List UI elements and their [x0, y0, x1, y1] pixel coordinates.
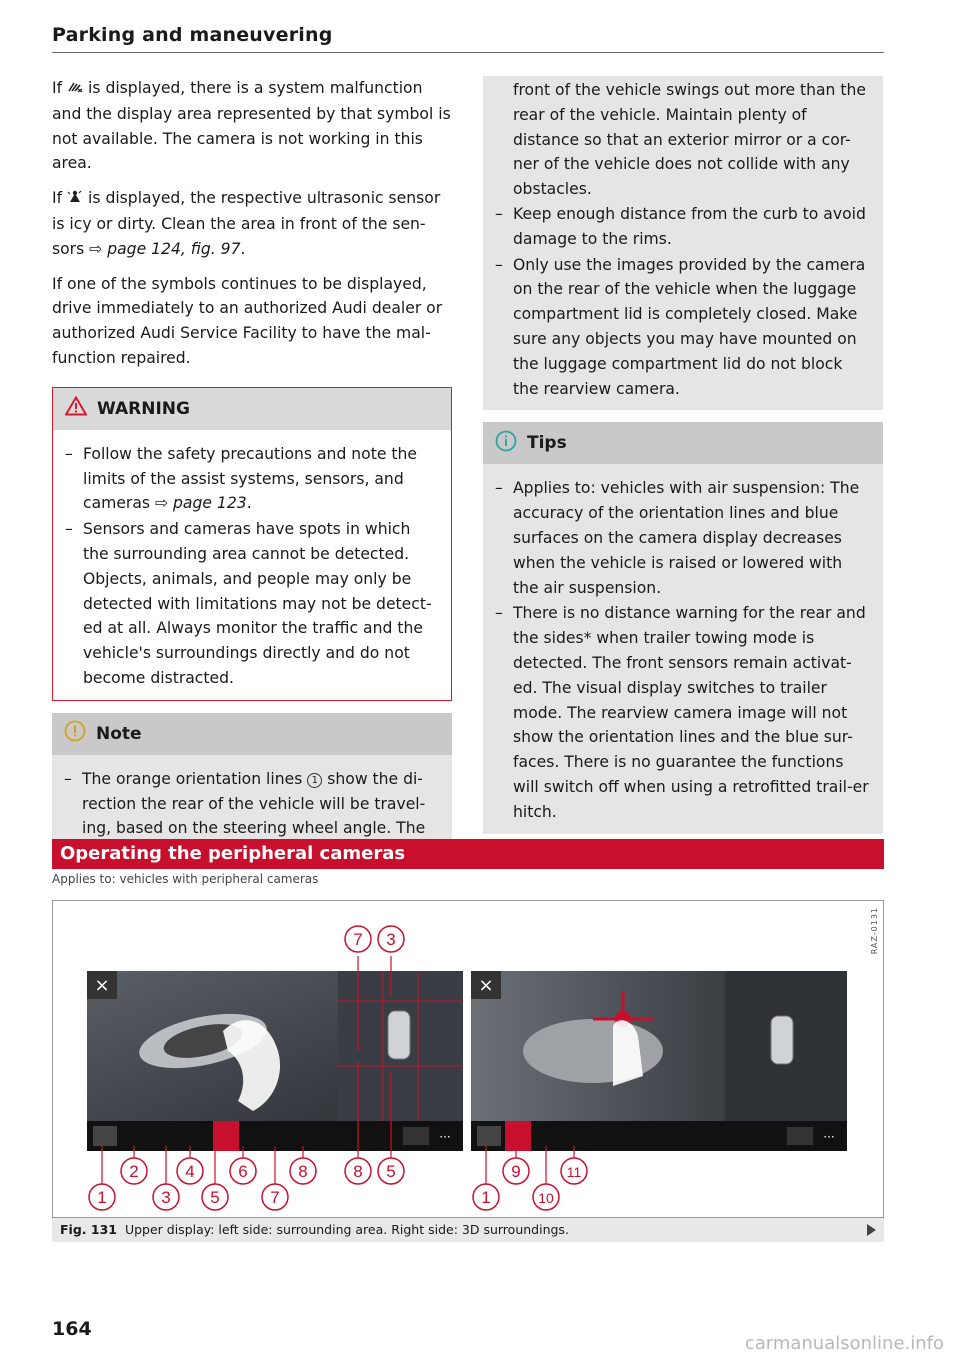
page-section-title: Parking and maneuvering: [52, 24, 333, 46]
warning-triangle-icon: [65, 396, 87, 421]
list-item: – Applies to: vehicles with air suspension: The accuracy of the orientation lines and blue surfaces on the camera display decreases when the vehicle is raised or lowered with the air suspension.: [495, 476, 871, 600]
note-box: [52, 713, 452, 850]
warning-box: [52, 387, 452, 701]
right-column: [483, 76, 883, 834]
close-icon: ×: [478, 975, 494, 996]
tips-box: [483, 422, 883, 833]
callout-5: 5: [210, 1188, 220, 1207]
callout-7b: 7: [270, 1188, 280, 1207]
paragraph-dealer: If one of the symbols continues to be displayed, drive immediately to an authorized Audi dealer or authorized Audi Service Facility to have the mal-function repaired.: [52, 274, 443, 367]
page-ref-link[interactable]: page 124, fig. 97: [107, 239, 241, 258]
list-item: – Only use the images provided by the camera on the rear of the vehicle when the luggage compartment lid is completely closed. Make sure any objects you may have mounted on the luggage compartment lid do not block the rearview camera.: [495, 253, 871, 402]
text: show the di-rection the rear of the vehicle will be travel-ing, based on the steering wheel angle. The: [82, 769, 426, 838]
page-header: [52, 24, 884, 53]
list-item: – The orange orientation lines 1 show the di-rection the rear of the vehicle will be travel-ing, based on the steering wheel angle. The: [64, 769, 426, 838]
note-title: Note: [96, 723, 142, 744]
text: Follow the safety precautions and note the limits of the assist systems, sensors, and cameras: [83, 444, 417, 513]
note-exclamation-icon: [64, 720, 86, 747]
note-continuation-box: [483, 76, 883, 410]
list-item: – Keep enough distance from the curb to avoid damage to the rims.: [495, 202, 871, 252]
list-item: – There is no distance warning for the rear and the sides* when trailer towing mode is detected. The front sensors remain activat-ed. The visual display switches to trailer mode. The rearview camera image will not show the orientation lines and the blue sur-faces. There is no guarantee the functions will switch off when using a retrofitted trail-er hitch.: [495, 601, 871, 824]
callout-8: 8: [298, 1162, 308, 1181]
note-header: [52, 713, 452, 755]
figure-131: [52, 900, 884, 1218]
text: Sensors and cameras have spots in which the surrounding area cannot be detected. Objects, animals, and people may only be detected with limitations may not be detect-ed at all. Always monitor the traffic and the vehicle's surroundings directly and do not become distracted.: [83, 520, 432, 687]
tips-title: Tips: [527, 433, 567, 454]
continue-arrow-icon: [867, 1224, 876, 1236]
callout-4: 4: [185, 1162, 195, 1181]
arrow-ref: ⇨: [154, 494, 169, 513]
text: front of the vehicle swings out more than the rear of the vehicle. Maintain plenty of distance so that an exterior mirror or a cor-ner of the vehicle does not collide with any obstacles.: [513, 81, 866, 199]
text: Applies to: vehicles with air suspension: The accuracy of the orientation lines and blue surfaces on the camera display decreases when the vehicle is raised or lowered with the air suspension.: [513, 479, 860, 597]
callout-1: 1: [97, 1188, 107, 1207]
text: If: [52, 79, 63, 97]
left-column: [52, 76, 452, 850]
page-ref-link[interactable]: page 123: [173, 494, 247, 513]
sensor-malfunction-icon: [67, 77, 83, 102]
3d-surroundings-screen: [471, 971, 847, 1151]
dirty-sensor-icon: [67, 187, 83, 212]
warning-body: [53, 430, 451, 700]
warning-title: WARNING: [97, 398, 190, 419]
figure-label: Fig. 131: [60, 1222, 117, 1237]
callout-5b: 5: [386, 1162, 396, 1181]
tips-body: [483, 464, 883, 833]
text: If: [52, 189, 63, 208]
text: is displayed, the respective ultrasonic sensor is icy or dirty. Clean the area in front of the sen-sors: [52, 189, 441, 258]
figure-illustration: [53, 901, 883, 1217]
text: is displayed, there is a system malfunction and the display area represented by that symbol is not available. The camera is not working in this area.: [52, 79, 451, 173]
text: There is no distance warning for the rear and the sides* when trailer towing mode is detected. The front sensors remain activat-ed. The visual display switches to trailer mode. The rearview camera image will not show the orientation lines and the blue sur-faces. There is no guarantee the functions will switch off when using a retrofitted trail-er hitch.: [513, 604, 869, 821]
more-menu: ···: [823, 1130, 835, 1144]
callout-1b: 1: [481, 1188, 491, 1207]
arrow-ref: ⇨: [89, 239, 103, 258]
note-continuation: [483, 78, 883, 410]
paragraph-dirty-sensor: [52, 186, 452, 261]
figure-caption-text: Upper display: left side: surrounding area. Right side: 3D surroundings.: [124, 1222, 569, 1237]
warning-header: [53, 388, 451, 430]
text: .: [246, 494, 252, 513]
tips-header: [483, 422, 883, 464]
paragraph-malfunction: [52, 76, 452, 176]
callout-8b: 8: [353, 1162, 363, 1181]
callout-2: 2: [129, 1162, 139, 1181]
surrounding-area-screen: [87, 971, 463, 1151]
info-icon: [495, 430, 517, 457]
note-body: [52, 755, 452, 850]
callout-6: 6: [238, 1162, 248, 1181]
callout-9: 9: [511, 1162, 521, 1181]
list-item: – Sensors and cameras have spots in which the surrounding area cannot be detected. Objects, animals, and people may only be detected with limitations may not be detect-ed at all. Always monitor the traffic and the vehicle's surroundings directly and do not become distracted.: [65, 517, 439, 691]
page-number: 164: [52, 1318, 92, 1340]
applies-to: Applies to: vehicles with peripheral cameras: [52, 872, 319, 886]
section-heading: Operating the peripheral cameras: [52, 839, 884, 869]
text: Keep enough distance from the curb to avoid damage to the rims.: [513, 204, 866, 248]
figure-caption: [52, 1218, 884, 1242]
callout-10: 10: [538, 1190, 554, 1206]
callout-7: 7: [353, 930, 363, 949]
text: The orange orientation lines: [82, 769, 303, 788]
more-menu: ···: [439, 1130, 451, 1144]
text: .: [240, 239, 246, 258]
callout-3: 3: [386, 930, 396, 949]
callout-3b: 3: [161, 1188, 171, 1207]
callout-number: 1: [307, 773, 322, 788]
figure-id: RAZ-0131: [870, 907, 879, 955]
close-icon: ×: [94, 975, 110, 996]
list-item: – Follow the safety precautions and note the limits of the assist systems, sensors, and cameras ⇨ page 123.: [65, 444, 417, 513]
callout-11: 11: [566, 1164, 582, 1180]
text: Only use the images provided by the camera on the rear of the vehicle when the luggage compartment lid is completely closed. Make sure any objects you may have mounted on the luggage compartment lid do not block the rearview camera.: [513, 255, 866, 398]
watermark: carmanualsonline.info: [744, 1333, 944, 1354]
